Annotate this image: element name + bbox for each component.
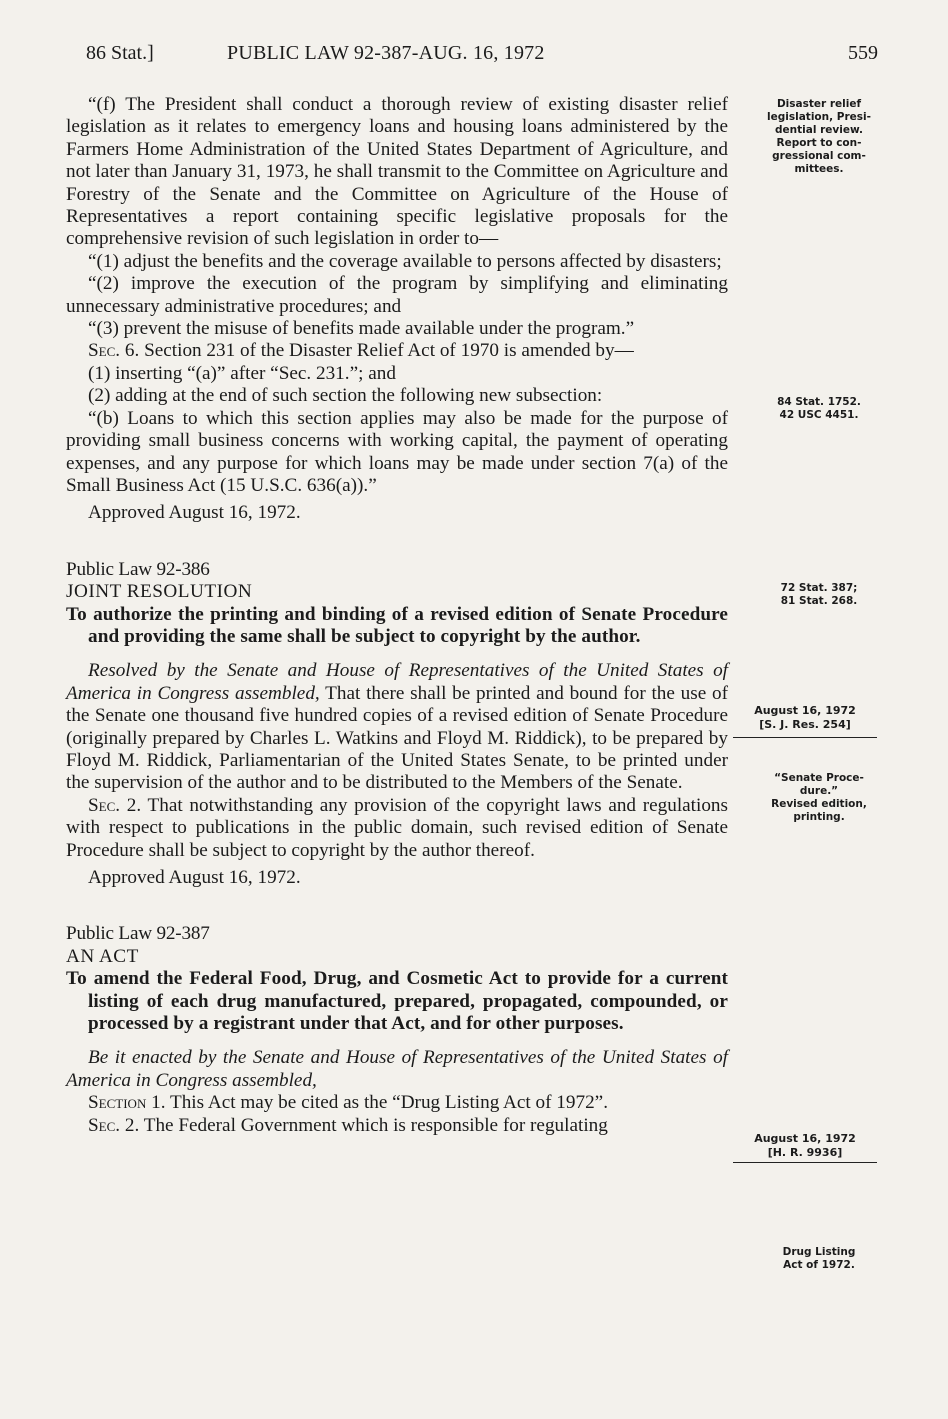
margin-rule-387 [733,1162,877,1163]
main-text [66,94,728,1137]
section-6-label: Sec. 6. [88,340,140,362]
subsection-f-item-3: “(3) prevent the misuse of benefits made available under the program.” [88,318,635,340]
approved-date-2: Approved August 16, 1972. [88,867,301,888]
section-6 [66,340,728,362]
law-92-387-section-2 [66,1115,728,1137]
law-92-386-section-2 [66,795,728,862]
section-2-text: The Federal Government which is responsible for regulating [143,1114,608,1136]
law-92-387-title: Public Law 92-387 [66,923,210,945]
approved-date-1: Approved August 16, 1972. [88,502,301,524]
law-92-386-resolving-clause [66,660,728,794]
law-92-386-purpose: To authorize the printing and binding of a revised edition of Senate Procedure and providing the same shall be subject to copyright by the author. [66,603,728,647]
resolving-clause-italic: Resolved by the Senate and House of Representatives of the United States of America in Congress assembled, [66,660,728,704]
subsection-b: “(b) Loans to which this section applies may also be made for the purpose of providing small business concerns with working capital, the payment of operating expenses, and any purpose for which loans may be made under section 7(a) of the Small Business Act (15 U.S.C. 636(a)).” [66,407,728,496]
section-6-item-2: (2) adding at the end of such section the following new subsection: [88,385,603,407]
running-title: PUBLIC LAW 92-387-AUG. 16, 1972 [227,42,545,64]
subsection-f-item-1: “(1) adjust the benefits and the coverage available to persons affected by disasters; [88,250,722,272]
margin-note-senate-procedure: “Senate Proce- dure.” Revised edition, printing. [771,772,867,823]
section-6-item-1: (1) inserting “(a)” after “Sec. 231.”; and [88,362,396,384]
page-number: 559 [848,42,878,64]
statute-volume: 86 Stat.] [86,42,154,64]
law-92-386-type: JOINT RESOLUTION [66,581,253,603]
margin-note-date-386: August 16, 1972 [S. J. Res. 254] [754,704,856,731]
subsection-f: “(f) The President shall conduct a thorough review of existing disaster relief legislation as it relates to emergency loans and housing loans administered by the Farmers Home Administration of the United States Department of Agriculture, and not later than January 31, 1973, he shall transmit to the Committee on Agriculture and Forestry of the Senate and the Committee on Agriculture of the House of Representatives a report containing specific legislative proposals for the comprehensive revision of such legislation in order to— [66,94,728,250]
page-header [0,42,948,72]
margin-note-72-stat-387: 72 Stat. 387; 81 Stat. 268. [780,582,858,607]
margin-note-date-387: August 16, 1972 [H. R. 9936] [754,1132,856,1159]
subsection-f-item-2: “(2) improve the execution of the program by simplifying and eliminating unnecessary administrative procedures; and [66,273,728,317]
sec2-label: Sec. 2. [88,794,142,816]
law-92-386-title: Public Law 92-386 [66,558,210,580]
margin-rule-386 [733,737,877,738]
section-1-label: Section 1. [88,1092,166,1114]
section-2-label: Sec. 2. [88,1114,140,1136]
law-92-387-section-1 [66,1092,728,1114]
sec2-text: That notwithstanding any provision of the copyright laws and regulations with respect to publications in the public domain, such revised edition of Senate Procedure shall be subject to copyright by the author thereof. [66,794,728,861]
margin-note-84-stat-1752: 84 Stat. 1752. 42 USC 4451. [777,396,861,421]
section-1-text: This Act may be cited as the “Drug Listing Act of 1972”. [169,1092,608,1114]
section-6-text: Section 231 of the Disaster Relief Act of 1970 is amended by— [144,340,634,362]
enacting-clause [66,1047,728,1092]
resolving-clause-text: That there shall be printed and bound for the use of the Senate one thousand five hundred copies of a revised edition of Senate Procedure (originally prepared by Charles L. Watkins and Floyd M. Riddick), to be prepared by Floyd M. Riddick, Parliamentarian of the United States Senate, to be printed under the supervision of the author and to be distributed to the Members of the Senate. [66,682,728,794]
margin-note-disaster-relief: Disaster relief legislation, Presi- dential review. Report to con- gressional com- mittees. [767,98,871,175]
law-92-387-type: AN ACT [66,945,139,967]
law-92-387-purpose: To amend the Federal Food, Drug, and Cosmetic Act to provide for a current listing of each drug manufactured, prepared, propagated, compounded, or processed by a registrant under that Act, and for other purposes. [66,968,728,1035]
enacting-clause-italic: Be it enacted by the Senate and House of Representatives of the United States of America in Congress assembled, [66,1047,728,1091]
margin-note-drug-listing: Drug Listing Act of 1972. [782,1246,856,1271]
